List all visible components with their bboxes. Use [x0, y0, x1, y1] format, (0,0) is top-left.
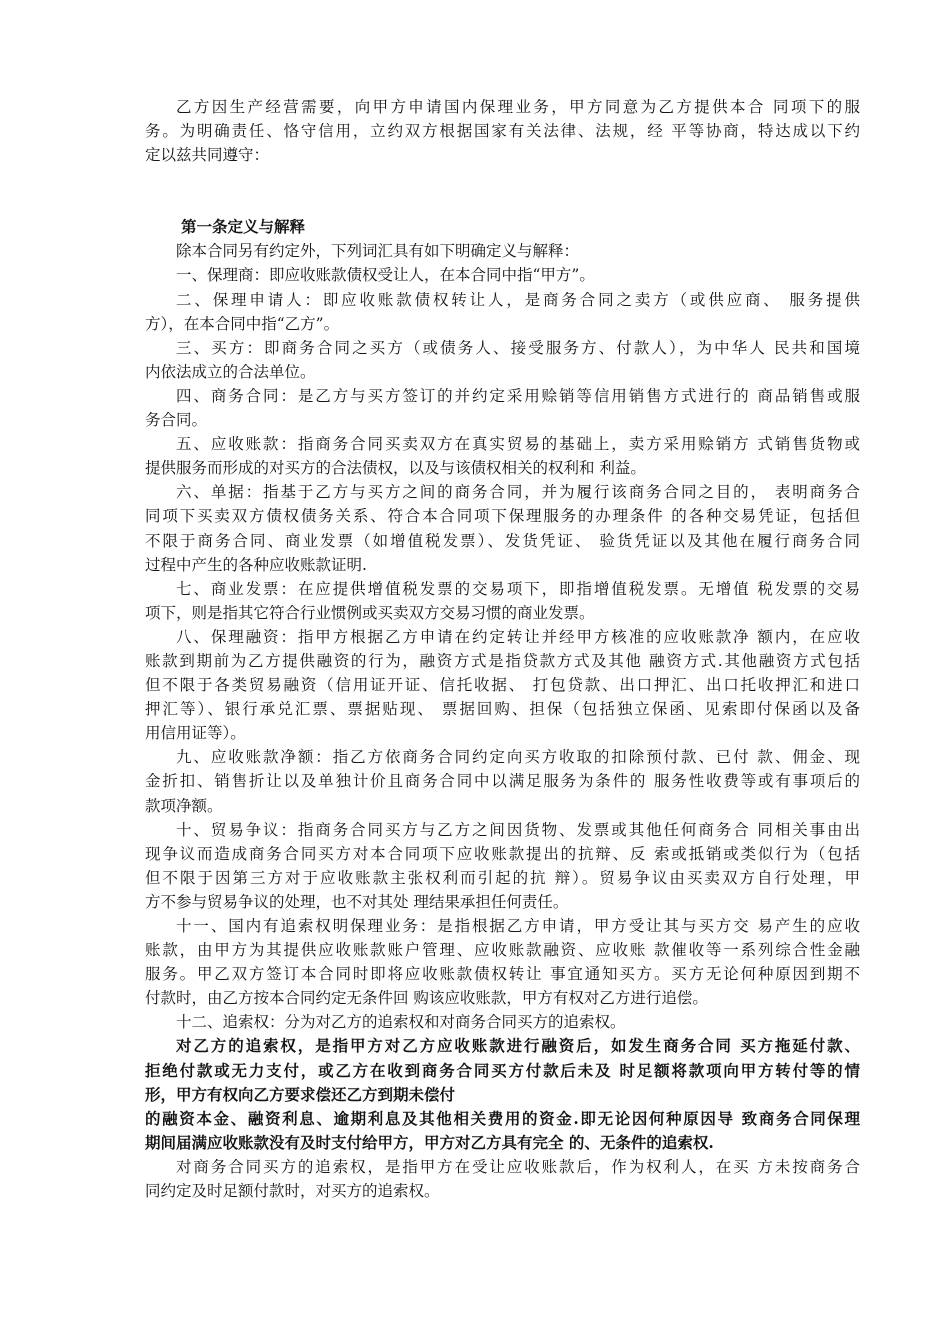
definition-line: 九、应收账款净额：指乙方依商务合同约定向买方收取的扣除预付款、已付 款、佣金、现: [176, 748, 860, 767]
definition-line: 方），在本合同中指“乙方”。: [145, 314, 340, 333]
bold-line: 期间届满应收账款没有及时支付给甲方，甲方对乙方具有完全 的、无条件的追索权.: [145, 1132, 714, 1152]
definition-line: 六、单据：指基于乙方与买方之间的商务合同，并为履行该商务合同之目的， 表明商务合: [176, 483, 860, 502]
definition-line: 一、保理商：即应收账款债权受让人，在本合同中指“甲方”。: [176, 266, 595, 285]
definition-line: 四、商务合同：是乙方与买方签订的并约定采用赊销等信用销售方式进行的 商品销售或服: [176, 386, 860, 405]
section-title: 第一条定义与解释: [181, 217, 306, 237]
definition-line: 过程中产生的各种应收账款证明.: [145, 555, 367, 574]
intro-line: 乙方因生产经营需要，向甲方申请国内保理业务，甲方同意为乙方提供本合 同项下的服: [176, 98, 860, 116]
definition-line: 不限于商务合同、商业发票（如增值税发票）、发货凭证、 验货凭证以及其他在履行商务合同: [145, 531, 860, 550]
definition-line: 二、保理申请人：即应收账款债权转让人，是商务合同之卖方（或供应商、 服务提供: [176, 290, 860, 309]
definition-line: 押汇等）、银行承兑汇票、票据贴现、 票据回购、担保（包括独立保函、见索即付保函以及备: [145, 700, 860, 719]
definition-line: 十、贸易争议：指商务合同买方与乙方之间因货物、发票或其他任何商务合 同相关事由出: [176, 820, 860, 839]
definition-line: 款项净额。: [145, 796, 223, 815]
definition-line: 三、买方：即商务合同之买方（或债务人、接受服务方、付款人），为中华人 民共和国境: [176, 338, 860, 357]
definition-line: 务合同。: [145, 411, 208, 430]
definition-line: 付款时，由乙方按本合同约定无条件回 购该应收账款，甲方有权对乙方进行追偿。: [145, 989, 708, 1008]
definition-line: 金折扣、销售折让以及单独计价且商务合同中以满足服务为条件的 服务性收费等或有事项后的: [145, 772, 860, 791]
definition-line: 五、应收账款：指商务合同买卖双方在真实贸易的基础上，卖方采用赊销方 式销售货物或: [176, 435, 860, 454]
definition-line: 七、商业发票：在应提供增值税发票的交易项下，即指增值税发票。无增值 税发票的交易: [176, 579, 860, 598]
intro-line: 定以兹共同遵守：: [145, 146, 270, 165]
definition-line: 但不限于因第三方对于应收账款主张权利而引起的抗 辩）。贸易争议由买卖双方自行处理，甲: [145, 868, 860, 887]
bold-line: 形，甲方有权向乙方要求偿还乙方到期未偿付: [145, 1084, 456, 1104]
definition-line: 十二、追索权：分为对乙方的追索权和对商务合同买方的追索权。: [176, 1013, 626, 1032]
bold-line: 对乙方的追索权，是指甲方对乙方应收账款进行融资后，如发生商务合同 买方拖延付款、: [176, 1036, 860, 1056]
bold-line: 拒绝付款或无力支付，或乙方在收到商务合同买方付款后未及 时足额将款项向甲方转付等的情: [145, 1060, 860, 1080]
definition-line: 十一、国内有追索权明保理业务：是指根据乙方申请，甲方受让其与买方交 易产生的应收: [176, 917, 860, 935]
definition-line: 项下，则是指其它符合行业惯例或买卖双方交易习惯的商业发票。: [145, 603, 595, 622]
definition-line: 提供服务而形成的对买方的合法债权，以及与该债权相关的权利和 利益。: [145, 459, 646, 478]
bold-line: 的融资本金、融资利息、逾期利息及其他相关费用的资金.即无论因何种原因导 致商务合同保理: [145, 1108, 860, 1128]
document-body: [145, 95, 860, 1203]
closing-line: 对商务合同买方的追索权，是指甲方在受让应收账款后，作为权利人，在买 方未按商务合: [176, 1157, 860, 1176]
definition-line: 账款，由甲方为其提供应收账款账户管理、应收账款融资、应收账 款催收等一系列综合性金融: [145, 941, 860, 960]
definition-line: 同项下买卖双方债权债务关系、符合本合同项下保理服务的办理条件 的各种交易凭证，包括但: [145, 507, 860, 526]
paragraph-gap: [145, 167, 860, 215]
definition-line: 服务。甲乙双方签订本合同时即将应收账款债权转让 事宜通知买方。买方无论何种原因到期不: [145, 965, 860, 984]
definition-line: 八、保理融资：指甲方根据乙方申请在约定转让并经甲方核准的应收账款净 额内，在应收: [176, 627, 860, 646]
closing-line: 同约定及时足额付款时，对买方的追索权。: [145, 1182, 440, 1201]
definition-line: 现争议而造成商务合同买方对本合同项下应收账款提出的抗辩、反 索或抵销或类似行为（包括: [145, 844, 860, 863]
definition-line: 内依法成立的合法单位。: [145, 362, 316, 381]
definition-line: 用信用证等）。: [145, 724, 246, 743]
definition-line: 但不限于各类贸易融资（信用证开证、信托收据、 打包贷款、出口押汇、出口托收押汇和进口: [145, 676, 860, 695]
definition-line: 除本合同另有约定外，下列词汇具有如下明确定义与解释：: [176, 242, 580, 261]
definition-line: 方不参与贸易争议的处理，也不对其处 理结果承担任何责任。: [145, 892, 569, 911]
intro-line: 务。为明确责任、恪守信用，立约双方根据国家有关法律、法规，经 平等协商，特达成以下约: [145, 122, 860, 141]
definition-line: 账款到期前为乙方提供融资的行为，融资方式是指贷款方式及其他 融资方式.其他融资方式包括: [145, 651, 860, 670]
